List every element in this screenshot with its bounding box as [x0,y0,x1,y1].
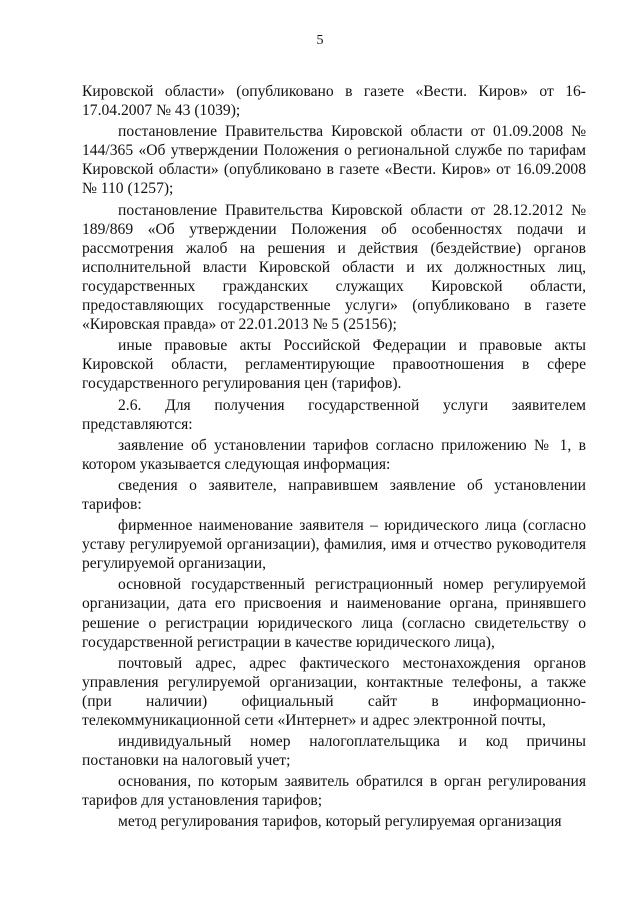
paragraph: почтовый адрес, адрес фактического местонахождения органов управления регулируемой организации, контактные телефоны, а также (при наличии) официальный сайт в информационно-телекоммуникационной сети «Интернет» и адрес электронной почты, [82,654,586,729]
paragraph: Кировской области» (опубликовано в газете «Вести. Киров» от 16-17.04.2007 № 43 (1039); [82,83,586,120]
paragraph: иные правовые акты Российской Федерации и правовые акты Кировской области, регламентирующие правоотношения в сфере государственного регулирования цен (тарифов). [82,337,586,393]
page-number: 5 [316,33,324,48]
paragraph: основания, по которым заявитель обратился в орган регулирования тарифов для установления тарифов; [82,773,586,810]
document-body [82,82,586,834]
paragraph: индивидуальный номер налогоплательщика и код причины постановки на налоговый учет; [82,733,586,770]
paragraph: постановление Правительства Кировской области от 28.12.2012 № 189/869 «Об утверждении Положения об особенностях подачи и рассмотрения жалоб на решения и действия (бездействие) органов исполнительной власти Кировской области и их должностных лиц, государственных гражданских служащих Кировской области, предоставляющих государственные услуги» (опубликовано в газете «Кировская правда» от 22.01.2013 № 5 (25156); [82,201,586,334]
paragraph: фирменное наименование заявителя – юридического лица (согласно уставу регулируемой организации), фамилия, имя и отчество руководителя регулируемой организации, [82,517,586,573]
paragraph: основной государственный регистрационный номер регулируемой организации, дата его присвоения и наименование органа, принявшего решение о регистрации юридического лица (согласно свидетельству о государственной регистрации в качестве юридического лица), [82,576,586,651]
paragraph: сведения о заявителе, направившем заявление об установлении тарифов: [82,476,586,513]
paragraph: метод регулирования тарифов, который регулируемая организация [118,813,562,831]
paragraph: 2.6. Для получения государственной услуги заявителем представляются: [82,396,586,433]
paragraph: заявление об установлении тарифов согласно приложению № 1, в котором указывается следующая информация: [82,436,586,473]
paragraph: постановление Правительства Кировской области от 01.09.2008 № 144/365 «Об утверждении Положения о региональной службе по тарифам Кировской области» (опубликовано в газете «Вести. Киров» от 16.09.2008 № 110 (1257); [82,123,586,198]
